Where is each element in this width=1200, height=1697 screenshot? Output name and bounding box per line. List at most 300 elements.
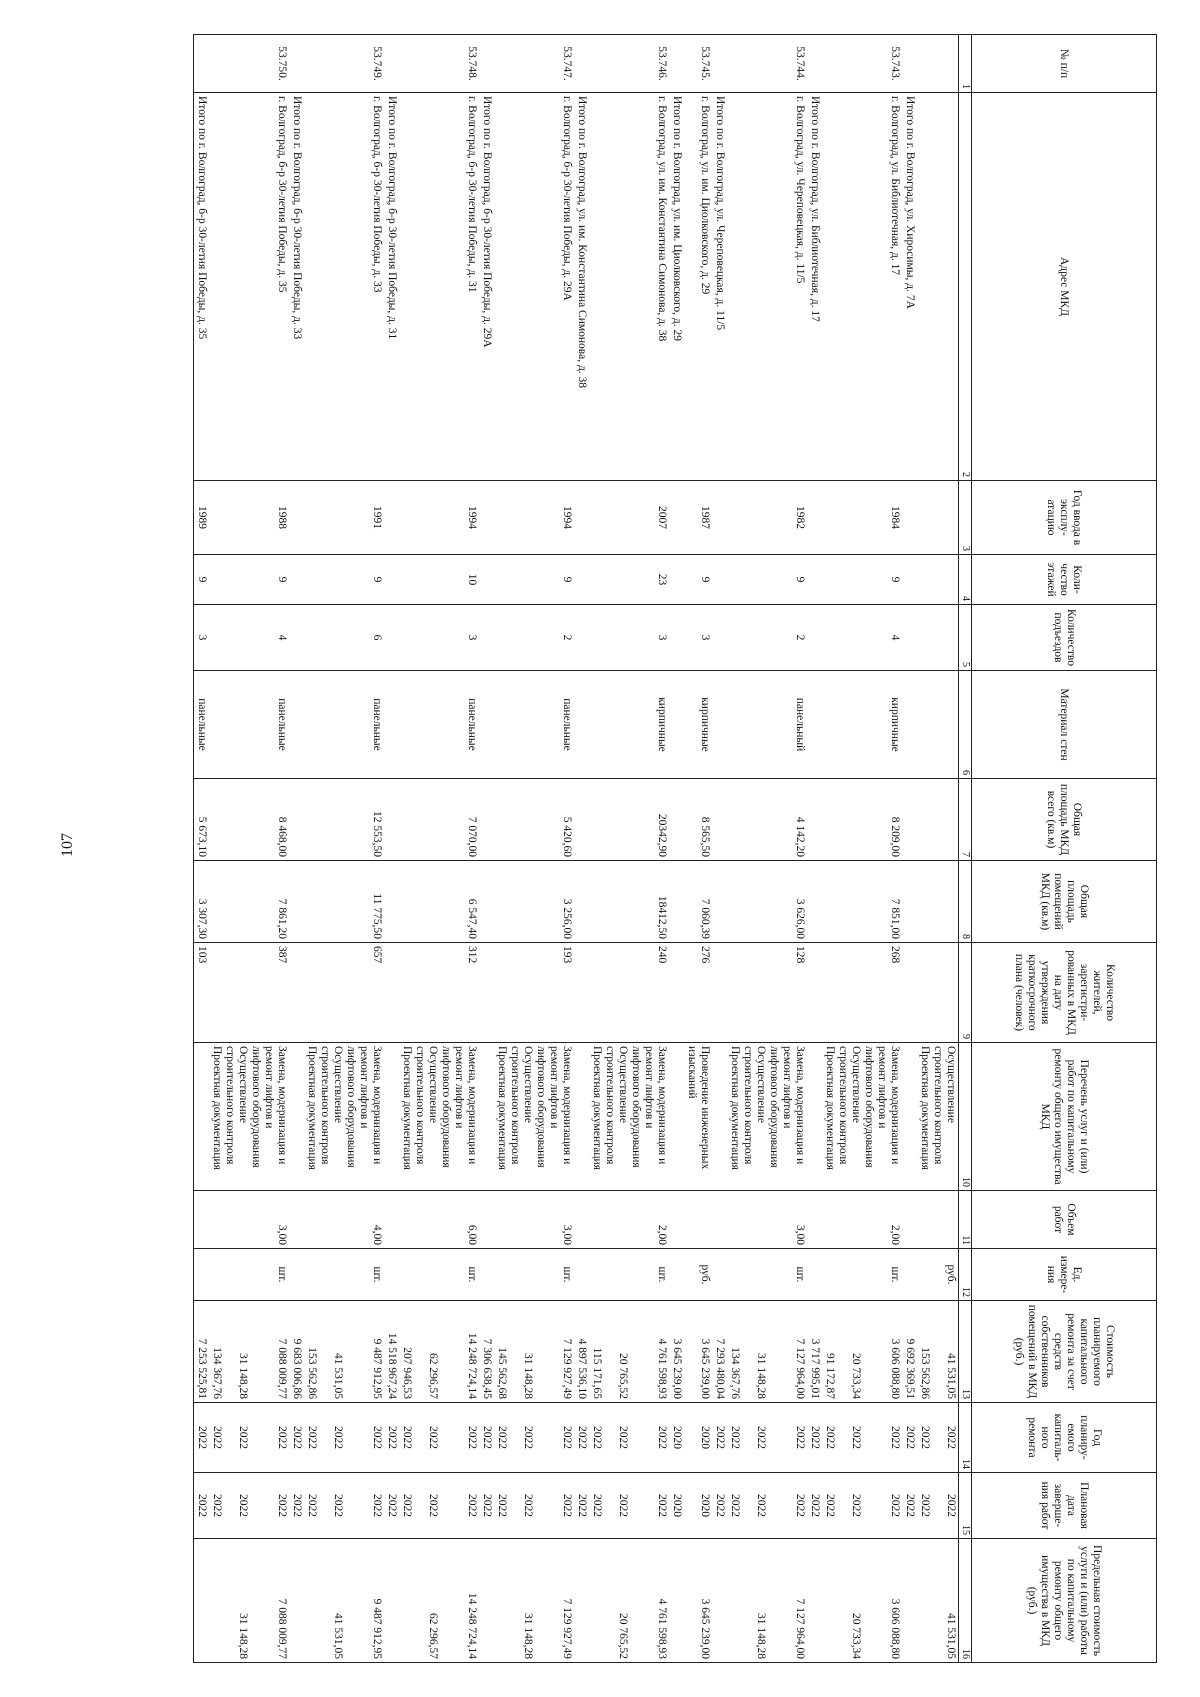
works-list-line: строительного контроля — [604, 1046, 616, 1165]
limit-cost-line — [452, 1542, 465, 1659]
column-number: 7 — [959, 779, 972, 861]
plan-year-line: 2022 — [945, 1426, 957, 1449]
plan-year-line: 2020 — [671, 1426, 683, 1449]
total-area-cell — [917, 779, 959, 861]
address-cell: Итого по г. Волгоград, ул. Библиотечная, д. 17 — [807, 93, 822, 481]
plan-year-line: 2022 — [386, 1426, 398, 1449]
works-list-line: Проектная документация — [401, 1046, 413, 1170]
finish-date-line: 2022 — [522, 1494, 534, 1517]
limit-cost-line — [318, 1542, 331, 1659]
floors-cell — [574, 555, 589, 605]
planned-cost-line — [603, 1304, 616, 1399]
table-row — [684, 35, 712, 1663]
plan-year-line: 2022 — [291, 1426, 303, 1449]
plan-year-line: 2022 — [561, 1426, 573, 1449]
works-list-cell — [669, 1043, 684, 1191]
address-cell: г. Волгоград, б-р 30-летия Победы, д. 35 — [209, 93, 289, 481]
planned-cost-cell — [822, 1301, 902, 1403]
limit-cost-line: 7 127 964,00 — [794, 1598, 806, 1659]
header-cell: Ед. измере-ния — [972, 1249, 1157, 1301]
premises-area-cell — [712, 861, 727, 943]
works-list-line: Осуществление — [427, 1046, 439, 1123]
finish-date-cell — [479, 1473, 494, 1539]
total-area-cell — [669, 779, 684, 861]
commission-year-cell — [902, 481, 917, 555]
row-number-cell — [807, 35, 822, 93]
work-volume-cell: 6,00 — [399, 1191, 479, 1249]
planned-cost-line: 7 088 009,77 — [276, 1338, 288, 1399]
works-list-line: Замена, модернизация и — [561, 1046, 573, 1165]
floors-cell — [917, 555, 959, 605]
finish-date-line: 2020 — [699, 1494, 711, 1517]
limit-cost-line — [767, 1542, 780, 1659]
limit-cost-line — [603, 1542, 616, 1659]
limit-cost-line — [508, 1542, 521, 1659]
planned-cost-cell — [209, 1301, 289, 1403]
address-cell: Итого по г. Волгоград, б-р 30-летия Победы, д. 31 — [384, 93, 399, 481]
entrances-cell: 3 — [589, 605, 669, 671]
row-number-cell: 53.744. — [727, 35, 807, 93]
unit-cell: шт. — [494, 1249, 574, 1301]
planned-cost-line — [767, 1304, 780, 1399]
plan-year-line — [603, 1406, 616, 1469]
row-number-cell — [194, 35, 210, 93]
plan-year-line — [836, 1406, 849, 1469]
premises-area-cell — [479, 861, 494, 943]
limit-cost-line: 41 531,05 — [332, 1613, 344, 1659]
premises-area-cell: 3 626,00 — [727, 861, 807, 943]
works-list-cell — [209, 1043, 289, 1191]
commission-year-cell: 1991 — [304, 481, 384, 555]
finish-date-line — [262, 1476, 275, 1535]
column-number: 13 — [959, 1301, 972, 1403]
planned-cost-line: 9 487 912,95 — [371, 1338, 383, 1399]
floors-cell — [902, 555, 917, 605]
finish-date-cell — [384, 1473, 399, 1539]
planned-cost-line: 134 367,76 — [729, 1347, 741, 1399]
works-list-line: ремонт лифтов и — [358, 1046, 370, 1129]
work-volume-cell — [289, 1191, 304, 1249]
premises-area-cell — [669, 861, 684, 943]
row-number-cell: 53.745. — [684, 35, 712, 93]
limit-cost-line — [495, 1542, 508, 1659]
limit-cost-line — [590, 1542, 603, 1659]
finish-date-line: 2022 — [291, 1494, 303, 1517]
floors-cell: 9 — [822, 555, 902, 605]
planned-cost-cell — [917, 1301, 959, 1403]
limit-cost-line: 31 148,28 — [755, 1613, 767, 1659]
entrances-cell: 4 — [209, 605, 289, 671]
plan-year-line — [318, 1406, 331, 1469]
finish-date-line — [741, 1476, 754, 1535]
finish-date-line: 2022 — [714, 1494, 726, 1517]
planned-cost-line — [836, 1304, 849, 1399]
planned-cost-line: 9 692 369,51 — [904, 1338, 916, 1399]
column-number: 5 — [959, 605, 972, 671]
plan-year-cell — [194, 1403, 210, 1473]
wall-material-cell — [807, 671, 822, 779]
works-list-line: Проектная документация — [306, 1046, 318, 1170]
plan-year-line: 2022 — [466, 1426, 478, 1449]
planned-cost-line — [508, 1304, 521, 1399]
finish-date-line: 2022 — [401, 1494, 413, 1517]
column-number: 1 — [959, 35, 972, 93]
wall-material-cell — [384, 671, 399, 779]
finish-date-line: 2022 — [919, 1494, 931, 1517]
residents-cell: 657 — [304, 943, 384, 1043]
residents-cell — [917, 943, 959, 1043]
planned-cost-line — [262, 1304, 275, 1399]
plan-year-cell — [479, 1403, 494, 1473]
plan-year-line — [862, 1406, 875, 1469]
planned-cost-cell — [479, 1301, 494, 1403]
finish-date-cell — [494, 1473, 574, 1539]
planned-cost-line: 3 645 239,00 — [671, 1338, 683, 1399]
works-list-line: Замена, модернизация и — [889, 1046, 901, 1165]
plan-year-cell — [494, 1403, 574, 1473]
works-list-line: Осуществление — [617, 1046, 629, 1123]
wall-material-cell: панельный — [727, 671, 807, 779]
finish-date-line — [780, 1476, 793, 1535]
works-list-line: ремонт лифтов и — [453, 1046, 465, 1129]
plan-year-line — [534, 1406, 547, 1469]
plan-year-line — [642, 1406, 655, 1469]
finish-date-line: 2022 — [332, 1494, 344, 1517]
limit-cost-cell — [194, 1539, 210, 1663]
total-area-cell: 8 565,50 — [684, 779, 712, 861]
address-cell: г. Волгоград, б-р 30-летия Победы, д. 33 — [304, 93, 384, 481]
planned-cost-line — [642, 1304, 655, 1399]
finish-date-line — [357, 1476, 370, 1535]
wall-material-cell: панельные — [209, 671, 289, 779]
planned-cost-line: 41 531,05 — [332, 1353, 344, 1399]
works-list-line: лифтового оборудования — [250, 1046, 262, 1168]
plan-year-line — [767, 1406, 780, 1469]
finish-date-line: 2022 — [481, 1494, 493, 1517]
row-number-cell — [902, 35, 917, 93]
limit-cost-line — [823, 1542, 836, 1659]
address-cell: г. Волгоград, б-р 30-летия Победы, д. 31 — [399, 93, 479, 481]
plan-year-line — [413, 1406, 426, 1469]
table-row — [399, 35, 479, 1663]
unit-cell: шт. — [209, 1249, 289, 1301]
planned-cost-cell — [684, 1301, 712, 1403]
works-list-cell — [289, 1043, 304, 1191]
planned-cost-line: 31 148,28 — [522, 1353, 534, 1399]
unit-cell: шт. — [727, 1249, 807, 1301]
planned-cost-line — [875, 1304, 888, 1399]
commission-year-cell: 1994 — [399, 481, 479, 555]
planned-cost-line: 20 733,34 — [850, 1353, 862, 1399]
premises-area-cell: 3 256,00 — [494, 861, 574, 943]
plan-year-cell — [304, 1403, 384, 1473]
limit-cost-line: 31 148,28 — [522, 1613, 534, 1659]
residents-cell: 312 — [399, 943, 479, 1043]
plan-year-cell — [822, 1403, 902, 1473]
commission-year-cell — [384, 481, 399, 555]
works-list-line: лифтового оборудования — [535, 1046, 547, 1168]
finish-date-cell — [574, 1473, 589, 1539]
planned-cost-cell — [289, 1301, 304, 1403]
residents-cell: 103 — [194, 943, 210, 1043]
residents-cell — [712, 943, 727, 1043]
plan-year-line: 2022 — [237, 1426, 249, 1449]
planned-cost-line: 7 293 480,04 — [714, 1338, 726, 1399]
plan-year-line: 2022 — [427, 1426, 439, 1449]
row-number-cell — [917, 35, 959, 93]
work-volume-cell — [917, 1191, 959, 1249]
plan-year-line — [357, 1406, 370, 1469]
works-list-line: лифтового оборудования — [345, 1046, 357, 1168]
plan-year-line — [262, 1406, 275, 1469]
limit-cost-line — [223, 1542, 236, 1659]
entrances-cell: 3 — [684, 605, 712, 671]
works-list-cell — [399, 1043, 479, 1191]
total-area-cell: 8 468,00 — [209, 779, 289, 861]
finish-date-line — [534, 1476, 547, 1535]
premises-area-cell: 7 851,00 — [822, 861, 902, 943]
limit-cost-line — [629, 1542, 642, 1659]
residents-cell — [479, 943, 494, 1043]
planned-cost-cell — [194, 1301, 210, 1403]
premises-area-cell: 7 861,20 — [209, 861, 289, 943]
finish-date-line: 2022 — [466, 1494, 478, 1517]
limit-cost-line — [862, 1542, 875, 1659]
finish-date-line: 2022 — [306, 1494, 318, 1517]
plan-year-line: 2022 — [306, 1426, 318, 1449]
wall-material-cell — [574, 671, 589, 779]
limit-cost-line — [836, 1542, 849, 1659]
table-row — [304, 35, 384, 1663]
row-number-cell: 53.750. — [209, 35, 289, 93]
plan-year-line: 2022 — [211, 1426, 223, 1449]
commission-year-cell — [712, 481, 727, 555]
planned-cost-line: 31 148,28 — [755, 1353, 767, 1399]
planned-cost-line: 207 946,53 — [401, 1347, 413, 1399]
planned-cost-cell — [304, 1301, 384, 1403]
works-list-cell — [902, 1043, 917, 1191]
premises-area-cell — [384, 861, 399, 943]
limit-cost-cell — [399, 1539, 479, 1663]
residents-cell — [669, 943, 684, 1043]
planned-cost-line: 7 127 964,00 — [794, 1338, 806, 1399]
page-number: 107 — [59, 833, 76, 857]
limit-cost-line: 7 088 009,77 — [276, 1598, 288, 1659]
works-list-line: изысканий — [686, 1046, 698, 1099]
finish-date-line: 2022 — [427, 1494, 439, 1517]
plan-year-line — [344, 1406, 357, 1469]
row-number-cell: 53.746. — [589, 35, 669, 93]
header-cell: Общая площадь МКД всего (кв.м) — [972, 779, 1157, 861]
limit-cost-line: 31 148,28 — [237, 1613, 249, 1659]
finish-date-line: 2022 — [850, 1494, 862, 1517]
row-number-cell — [479, 35, 494, 93]
column-number: 10 — [959, 1043, 972, 1191]
floors-cell — [289, 555, 304, 605]
plan-year-line: 2020 — [699, 1426, 711, 1449]
limit-cost-line — [439, 1542, 452, 1659]
finish-date-line: 2022 — [904, 1494, 916, 1517]
plan-year-line — [780, 1406, 793, 1469]
works-list-cell — [494, 1043, 574, 1191]
limit-cost-cell — [902, 1539, 917, 1663]
plan-year-line: 2022 — [919, 1426, 931, 1449]
planned-cost-line — [629, 1304, 642, 1399]
limit-cost-cell — [917, 1539, 959, 1663]
wall-material-cell — [289, 671, 304, 779]
limit-cost-cell — [494, 1539, 574, 1663]
finish-date-cell — [399, 1473, 479, 1539]
table-row — [194, 35, 210, 1663]
finish-date-cell — [209, 1473, 289, 1539]
limit-cost-line — [918, 1542, 931, 1659]
plan-year-line: 2022 — [481, 1426, 493, 1449]
entrances-cell — [574, 605, 589, 671]
unit-cell: шт. — [399, 1249, 479, 1301]
plan-year-cell — [727, 1403, 807, 1473]
finish-date-line — [931, 1476, 944, 1535]
limit-cost-cell — [209, 1539, 289, 1663]
wall-material-cell: панельные — [194, 671, 210, 779]
wall-material-cell — [902, 671, 917, 779]
planned-cost-cell — [589, 1301, 669, 1403]
address-cell: г. Волгоград, ул. им. Циолковского, д. 29 — [684, 93, 712, 481]
works-list-line: Проектная документация — [729, 1046, 741, 1170]
address-cell: Итого по г. Волгоград, б-р 30-летия Победы, д. 29А — [479, 93, 494, 481]
works-list-line: Осуществление — [332, 1046, 344, 1123]
table-row — [289, 35, 304, 1663]
header-cell: Стоимость планируемого капитального ремонта за счет средств собственников помещений в МКД (руб.) — [972, 1301, 1157, 1403]
planned-cost-cell — [494, 1301, 574, 1403]
planned-cost-cell — [727, 1301, 807, 1403]
floors-cell: 9 — [304, 555, 384, 605]
address-cell: Итого по г. Волгоград, б-р 30-летия Победы, д. 35 — [194, 93, 210, 481]
planned-cost-line: 14 248 724,14 — [466, 1332, 478, 1399]
address-cell: Итого по г. Волгоград, ул. им. Константина Симонова, д. 38 — [574, 93, 589, 481]
finish-date-cell — [194, 1473, 210, 1539]
limit-cost-line — [480, 1542, 493, 1659]
works-list-line: строительного контроля — [742, 1046, 754, 1165]
limit-cost-cell — [822, 1539, 902, 1663]
finish-date-line — [344, 1476, 357, 1535]
planned-cost-line — [413, 1304, 426, 1399]
commission-year-cell: 1994 — [494, 481, 574, 555]
works-list-line: строительного контроля — [224, 1046, 236, 1165]
row-number-cell — [669, 35, 684, 93]
total-area-cell — [289, 779, 304, 861]
premises-area-cell — [917, 861, 959, 943]
finish-date-line: 2022 — [237, 1494, 249, 1517]
total-area-cell — [479, 779, 494, 861]
works-list-line: Проведение инженерных — [699, 1046, 711, 1170]
works-list-line: Осуществление — [237, 1046, 249, 1123]
finish-date-cell — [712, 1473, 727, 1539]
limit-cost-line: 41 531,05 — [945, 1613, 957, 1659]
planned-cost-line: 41 531,05 — [945, 1353, 957, 1399]
wall-material-cell — [712, 671, 727, 779]
planned-cost-line — [534, 1304, 547, 1399]
finish-date-line: 2022 — [496, 1494, 508, 1517]
finish-date-line — [603, 1476, 616, 1535]
finish-date-line: 2022 — [889, 1494, 901, 1517]
planned-cost-line — [318, 1304, 331, 1399]
header-cell: Количество подъездов — [972, 605, 1157, 671]
finish-date-cell — [304, 1473, 384, 1539]
plan-year-line: 2022 — [332, 1426, 344, 1449]
finish-date-line — [767, 1476, 780, 1535]
floors-cell: 9 — [727, 555, 807, 605]
plan-year-line: 2022 — [591, 1426, 603, 1449]
plan-year-cell — [712, 1403, 727, 1473]
table-row — [727, 35, 807, 1663]
planned-cost-cell — [712, 1301, 727, 1403]
column-number: 4 — [959, 555, 972, 605]
works-list-line: лифтового оборудования — [440, 1046, 452, 1168]
planned-cost-line — [223, 1304, 236, 1399]
floors-cell — [384, 555, 399, 605]
table-row — [807, 35, 822, 1663]
limit-cost-line — [262, 1542, 275, 1659]
column-number: 6 — [959, 671, 972, 779]
planned-cost-line: 3 606 088,80 — [889, 1338, 901, 1399]
plan-year-line: 2022 — [401, 1426, 413, 1449]
header-cell: Общая площадь помещений МКД (кв.м) — [972, 861, 1157, 943]
finish-date-line — [629, 1476, 642, 1535]
finish-date-line: 2022 — [617, 1494, 629, 1517]
residents-cell: 276 — [684, 943, 712, 1043]
finish-date-line: 2022 — [945, 1494, 957, 1517]
table-row — [917, 35, 959, 1663]
header-cell: Объем работ — [972, 1191, 1157, 1249]
plan-year-line — [249, 1406, 262, 1469]
finish-date-line: 2020 — [671, 1494, 683, 1517]
planned-cost-cell — [807, 1301, 822, 1403]
row-number-cell: 53.748. — [399, 35, 479, 93]
finish-date-line — [547, 1476, 560, 1535]
rotated-page — [50, 34, 1157, 1662]
planned-cost-line: 31 148,28 — [237, 1353, 249, 1399]
finish-date-line: 2022 — [755, 1494, 767, 1517]
commission-year-cell — [289, 481, 304, 555]
plan-year-cell — [684, 1403, 712, 1473]
limit-cost-line: 3 606 088,80 — [889, 1598, 901, 1659]
entrances-cell — [479, 605, 494, 671]
work-volume-cell: 2,00 — [822, 1191, 902, 1249]
works-list-line: Проектная документация — [591, 1046, 603, 1170]
floors-cell: 9 — [684, 555, 712, 605]
finish-date-line — [642, 1476, 655, 1535]
finish-date-line: 2022 — [276, 1494, 288, 1517]
limit-cost-line — [728, 1542, 741, 1659]
wall-material-cell: панельные — [494, 671, 574, 779]
limit-cost-line — [875, 1542, 888, 1659]
planned-cost-line: 115 171,65 — [591, 1347, 603, 1399]
wall-material-cell: кирпичные — [684, 671, 712, 779]
entrances-cell — [807, 605, 822, 671]
finish-date-line: 2022 — [591, 1494, 603, 1517]
works-list-cell — [917, 1043, 959, 1191]
plan-year-line — [875, 1406, 888, 1469]
plan-year-line: 2022 — [371, 1426, 383, 1449]
plan-year-cell — [807, 1403, 822, 1473]
residents-cell — [384, 943, 399, 1043]
unit-cell — [807, 1249, 822, 1301]
planned-cost-line — [547, 1304, 560, 1399]
works-list-cell — [589, 1043, 669, 1191]
plan-year-line: 2022 — [496, 1426, 508, 1449]
total-area-cell — [807, 779, 822, 861]
plan-year-cell — [917, 1403, 959, 1473]
